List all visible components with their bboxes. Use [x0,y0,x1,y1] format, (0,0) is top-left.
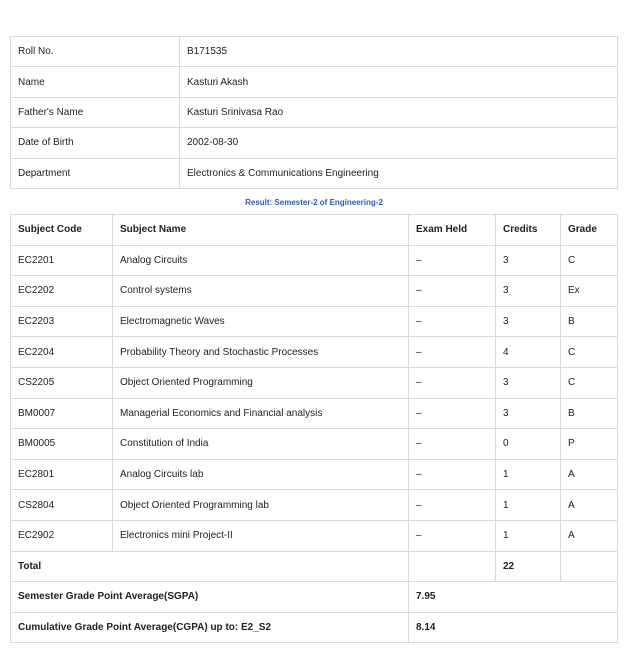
credits: 3 [496,245,561,276]
exam-held: – [409,429,496,460]
sgpa-label: Semester Grade Point Average(SGPA) [11,582,409,613]
credits: 3 [496,306,561,337]
total-exam-empty [409,551,496,582]
sgpa-row [11,582,618,613]
roll-no-value: B171535 [180,37,618,67]
credits: 1 [496,490,561,521]
grades-header-row [11,215,618,246]
grade: C [561,245,618,276]
grade: P [561,429,618,460]
subject-row [11,367,618,398]
total-label: Total [11,551,409,582]
dob-row [11,128,618,158]
exam-held: – [409,337,496,368]
subject-row [11,520,618,551]
subject-name: Control systems [113,276,409,307]
subject-code: EC2203 [11,306,113,337]
subject-code: EC2201 [11,245,113,276]
subject-row [11,490,618,521]
header-subject-code: Subject Code [11,215,113,246]
subject-row [11,276,618,307]
father-name-label: Father's Name [11,97,180,127]
subject-code: BM0007 [11,398,113,429]
exam-held: – [409,306,496,337]
dob-label: Date of Birth [11,128,180,158]
subject-name: Electronics mini Project-II [113,520,409,551]
header-exam-held: Exam Held [409,215,496,246]
grade: A [561,490,618,521]
subject-name: Analog Circuits lab [113,459,409,490]
father-name-row [11,97,618,127]
total-credits: 22 [496,551,561,582]
exam-held: – [409,520,496,551]
roll-no-label: Roll No. [11,37,180,67]
subject-code: BM0005 [11,429,113,460]
subject-name: Object Oriented Programming lab [113,490,409,521]
sgpa-value: 7.95 [409,582,618,613]
exam-held: – [409,367,496,398]
credits: 0 [496,429,561,460]
department-label: Department [11,158,180,188]
total-grade-empty [561,551,618,582]
department-value: Electronics & Communications Engineering [180,158,618,188]
subject-name: Analog Circuits [113,245,409,276]
subject-row [11,337,618,368]
subject-name: Object Oriented Programming [113,367,409,398]
total-row [11,551,618,582]
credits: 1 [496,520,561,551]
subject-row [11,306,618,337]
credits: 4 [496,337,561,368]
exam-held: – [409,459,496,490]
dob-value: 2002-08-30 [180,128,618,158]
cgpa-row [11,612,618,643]
grade: A [561,520,618,551]
result-caption: Result: Semester-2 of Engineering-2 [245,198,383,207]
subject-code: EC2902 [11,520,113,551]
cgpa-label: Cumulative Grade Point Average(CGPA) up to: E2_S2 [11,612,409,643]
subject-code: EC2204 [11,337,113,368]
subject-name: Electromagnetic Waves [113,306,409,337]
grade: Ex [561,276,618,307]
name-row [11,67,618,97]
subject-code: CS2804 [11,490,113,521]
exam-held: – [409,490,496,521]
exam-held: – [409,276,496,307]
exam-held: – [409,398,496,429]
cgpa-value: 8.14 [409,612,618,643]
name-value: Kasturi Akash [180,67,618,97]
subject-name: Managerial Economics and Financial analysis [113,398,409,429]
credits: 3 [496,276,561,307]
subject-name: Constitution of India [113,429,409,460]
subject-row [11,245,618,276]
name-label: Name [11,67,180,97]
subject-row [11,429,618,460]
header-credits: Credits [496,215,561,246]
grade: B [561,306,618,337]
subject-row [11,459,618,490]
department-row [11,158,618,188]
subject-code: EC2202 [11,276,113,307]
grade: B [561,398,618,429]
student-info-table [10,36,618,189]
exam-held: – [409,245,496,276]
subject-code: CS2205 [11,367,113,398]
grade: C [561,337,618,368]
grade: C [561,367,618,398]
roll-no-row [11,37,618,67]
grade: A [561,459,618,490]
header-subject-name: Subject Name [113,215,409,246]
credits: 3 [496,398,561,429]
grades-table [10,214,618,643]
credits: 3 [496,367,561,398]
father-name-value: Kasturi Srinivasa Rao [180,97,618,127]
subject-row [11,398,618,429]
credits: 1 [496,459,561,490]
subject-name: Probability Theory and Stochastic Processes [113,337,409,368]
subject-code: EC2801 [11,459,113,490]
header-grade: Grade [561,215,618,246]
